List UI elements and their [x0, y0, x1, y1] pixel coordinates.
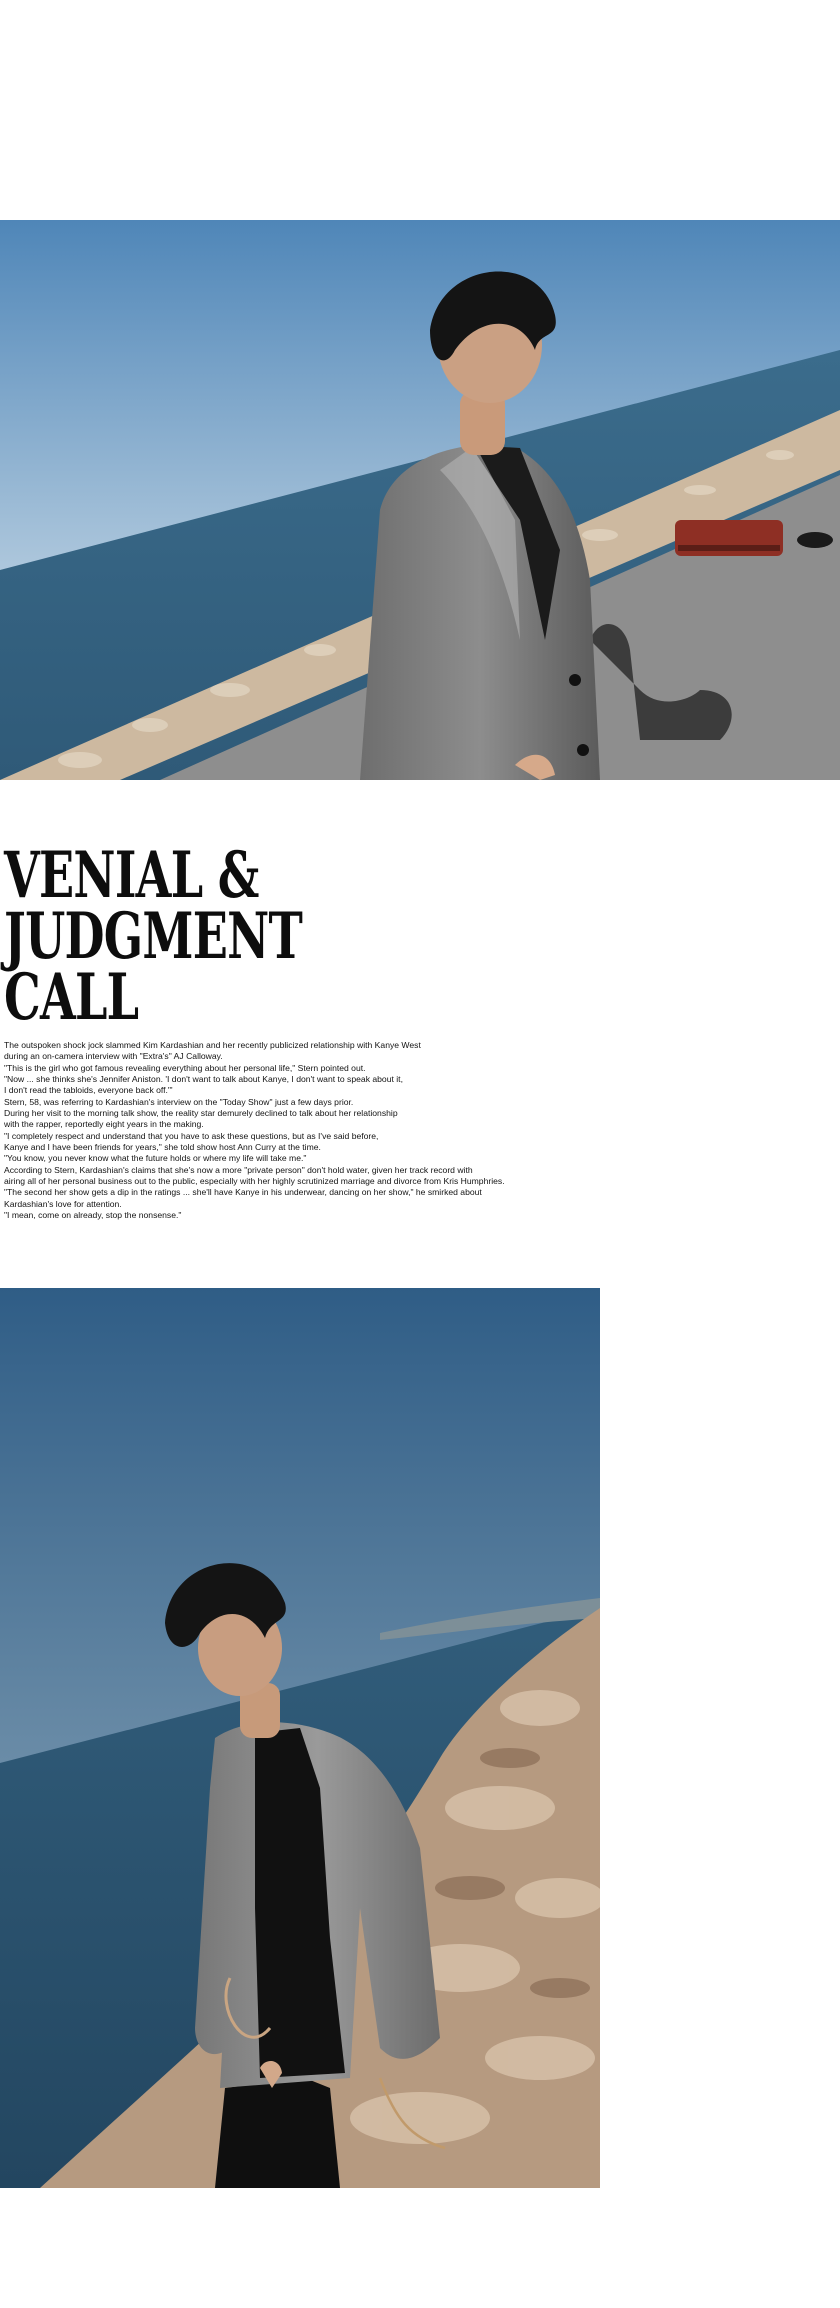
photo-bottom-graphic — [0, 1288, 600, 2188]
article-line: "You know, you never know what the future holds or where my life will take me." — [4, 1153, 307, 1164]
article-line: Kardashian's love for attention. — [4, 1198, 122, 1209]
photo-top-graphic — [0, 220, 840, 780]
article-line: "The second her show gets a dip in the ratings ... she'll have Kanye in his underwear, dancing on her show," he smirked about — [4, 1187, 482, 1198]
photo-man-seaside-road — [0, 220, 840, 780]
article-line: "I mean, come on already, stop the nonsense." — [4, 1210, 182, 1221]
article-line: Kanye and I have been friends for years," she told show host Ann Curry at the time. — [4, 1142, 321, 1153]
article-line: airing all of her personal business out to the public, especially with her highly scrutinized marriage and divorce from Kris Humphries. — [4, 1176, 505, 1187]
article-line: The outspoken shock jock slammed Kim Kardashian and her recently publicized relationship with Kanye West — [4, 1040, 421, 1050]
photo-man-rocky-shore — [0, 1288, 600, 2188]
suitcase — [675, 520, 783, 556]
article-line: with the rapper, reportedly eight years in the making. — [4, 1119, 204, 1130]
article-line: Stern, 58, was referring to Kardashian's interview on the "Today Show" just a few days prior. — [4, 1096, 354, 1107]
article-title — [4, 838, 303, 1035]
shoes — [797, 532, 833, 548]
article-title-line: CALL — [4, 960, 139, 1035]
article-line: During her visit to the morning talk show, the reality star demurely declined to talk about her relationship — [4, 1108, 398, 1119]
article-line: According to Stern, Kardashian's claims that she's now a more "private person" don't hold water, given her track record with — [4, 1164, 473, 1175]
article-title-line: VENIAL & — [4, 838, 259, 913]
article-line: "Now ... she thinks she's Jennifer Aniston. 'I don't want to talk about Kanye, I don't want to speak about it, — [4, 1074, 403, 1085]
article-line: during an on-camera interview with "Extra's" AJ Calloway. — [4, 1051, 223, 1062]
article-line: "I completely respect and understand that you have to ask these questions, but as I've said before, — [4, 1130, 379, 1141]
article-body — [4, 1040, 544, 1222]
article-title-line: JUDGMENT — [4, 899, 303, 974]
article-line: "This is the girl who got famous revealing everything about her personal life," Stern pointed out. — [4, 1062, 366, 1073]
article-line: I don't read the tabloids, everyone back off.'" — [4, 1085, 173, 1096]
